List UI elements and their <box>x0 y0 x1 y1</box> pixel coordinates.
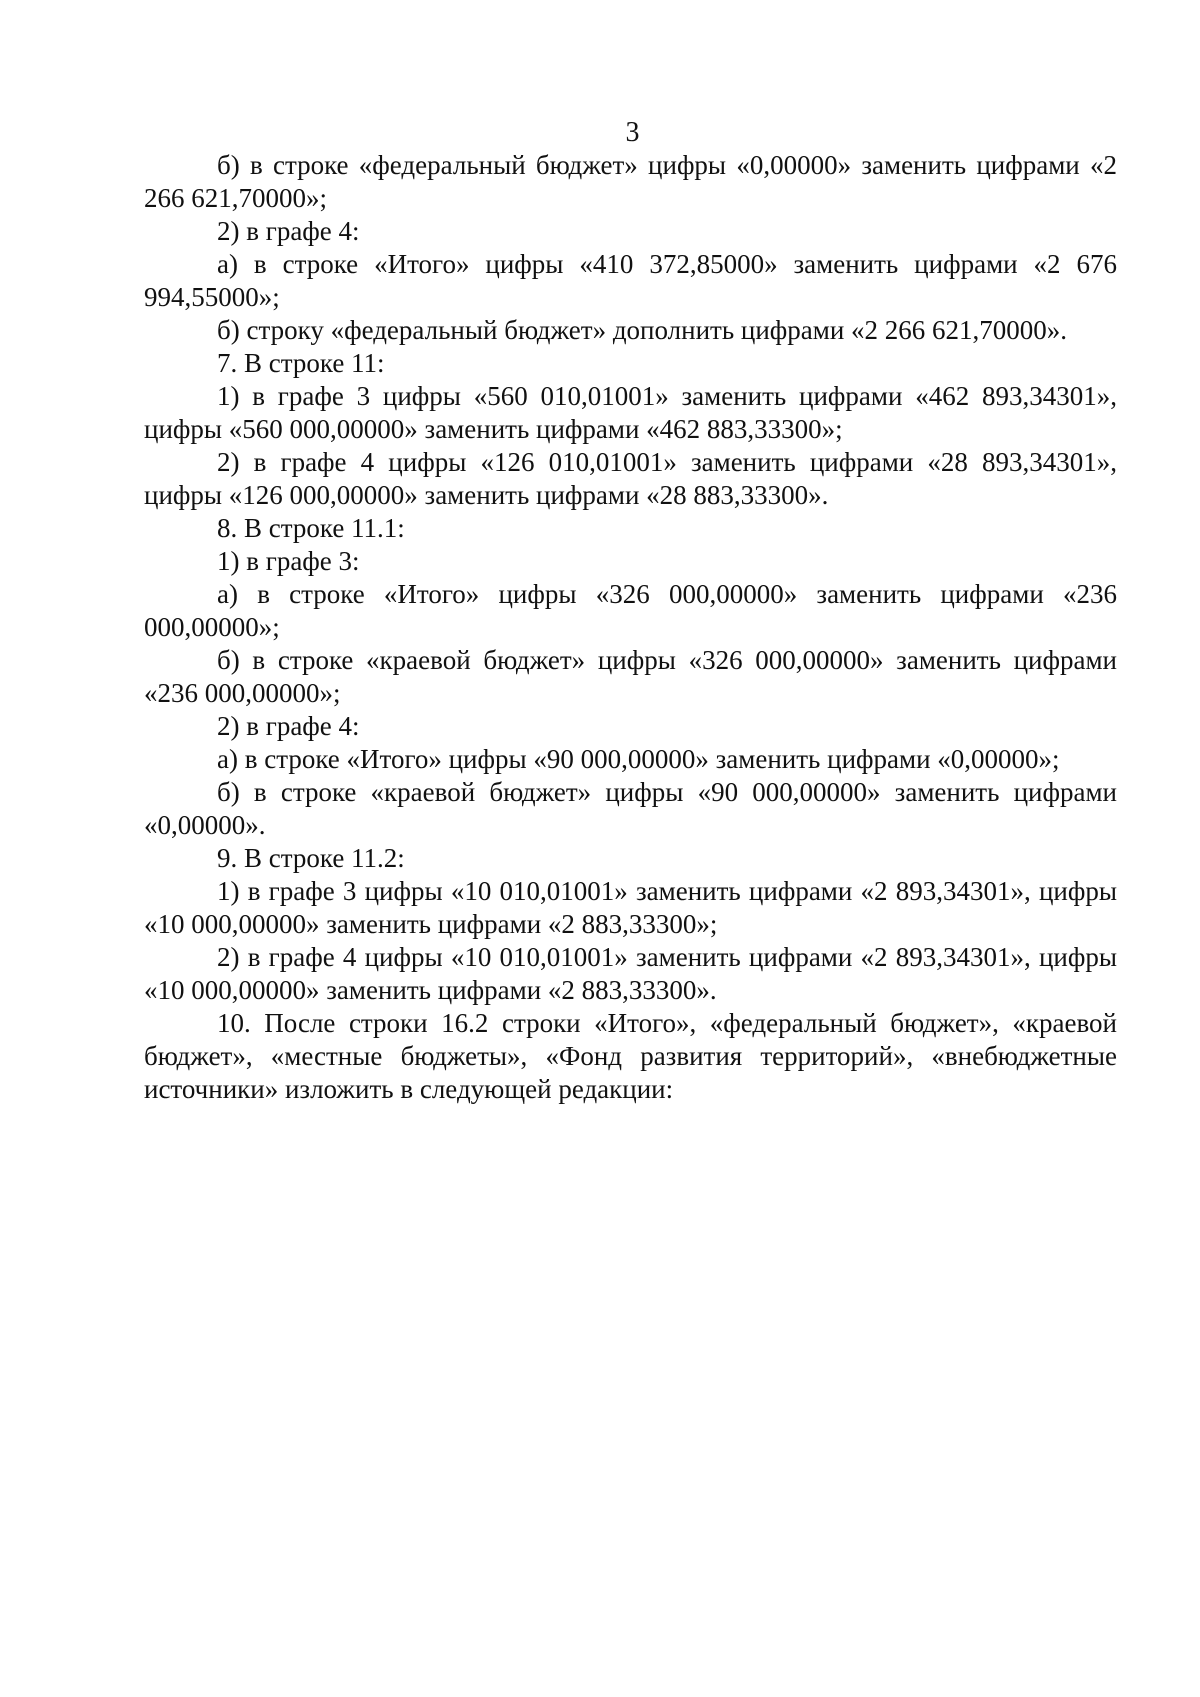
paragraph-8-2b-regional-budget: б) в строке «краевой бюджет» цифры «90 000,00000» заменить цифрами «0,00000». <box>144 777 1117 840</box>
paragraph-column-4: 2) в графе 4: <box>217 216 360 246</box>
paragraph-8-1: 1) в графе 3: <box>217 546 360 576</box>
paragraph-7-1: 1) в графе 3 цифры «560 010,01001» заменить цифрами «462 893,34301», цифры «560 000,00000» заменить цифрами «462 883,33300»; <box>144 381 1117 444</box>
paragraph-9-2: 2) в графе 4 цифры «10 010,01001» заменить цифрами «2 893,34301», цифры «10 000,00000» заменить цифрами «2 883,33300». <box>144 942 1117 1005</box>
paragraph-8-2: 2) в графе 4: <box>217 711 360 741</box>
paragraph-6-2b-federal-budget: б) строку «федеральный бюджет» дополнить цифрами «2 266 621,70000». <box>217 315 1068 345</box>
paragraph-item-10: 10. После строки 16.2 строки «Итого», «федеральный бюджет», «краевой бюджет», «местные бюджеты», «Фонд развития территорий», «внебюджетные источники» изложить в следующей редакции: <box>144 1008 1117 1104</box>
paragraph-6b-federal-budget: б) в строке «федеральный бюджет» цифры «0,00000» заменить цифрами «2 266 621,70000»; <box>144 150 1117 213</box>
paragraph-8-2a-total: а) в строке «Итого» цифры «90 000,00000» заменить цифрами «0,00000»; <box>217 744 1060 774</box>
page-number: 3 <box>625 117 640 148</box>
document-body <box>144 149 1117 1106</box>
paragraph-item-7: 7. В строке 11: <box>217 348 385 378</box>
paragraph-8-1b-regional-budget: б) в строке «краевой бюджет» цифры «326 000,00000» заменить цифрами «236 000,00000»; <box>144 645 1117 708</box>
paragraph-item-9: 9. В строке 11.2: <box>217 843 405 873</box>
paragraph-item-8: 8. В строке 11.1: <box>217 513 405 543</box>
paragraph-6-2a-total: а) в строке «Итого» цифры «410 372,85000» заменить цифрами «2 676 994,55000»; <box>144 249 1117 312</box>
paragraph-9-1: 1) в графе 3 цифры «10 010,01001» заменить цифрами «2 893,34301», цифры «10 000,00000» заменить цифрами «2 883,33300»; <box>144 876 1117 939</box>
paragraph-7-2: 2) в графе 4 цифры «126 010,01001» заменить цифрами «28 893,34301», цифры «126 000,00000» заменить цифрами «28 883,33300». <box>144 447 1117 510</box>
paragraph-8-1a-total: а) в строке «Итого» цифры «326 000,00000» заменить цифрами «236 000,00000»; <box>144 579 1117 642</box>
